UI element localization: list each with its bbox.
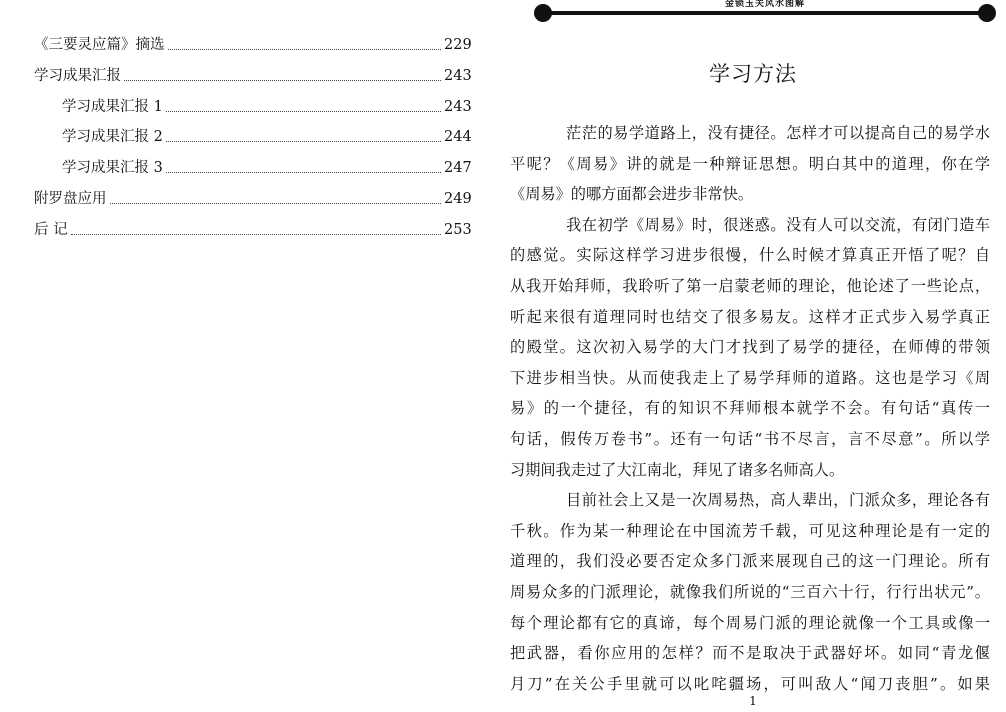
toc-entry-page: 249 — [444, 191, 472, 207]
toc-entry-page: 229 — [444, 37, 472, 53]
toc-entry-page: 244 — [444, 129, 472, 146]
body-line: 把武器，看你应用的怎样？而不是取决于武器好坏。如同“青龙偃 — [510, 644, 990, 663]
toc-entry-title: 学习成果汇报 — [34, 67, 121, 84]
body-line: 道理的，我们没必要否定众多门派来展现自己的这一门理论。所有 — [510, 552, 990, 571]
body-line: 平呢？《周易》讲的就是一种辩证思想。明白其中的道理，你在学 — [510, 154, 990, 173]
toc-entry — [34, 219, 472, 241]
toc-leader-dots — [168, 43, 442, 50]
page-number: 1 — [749, 694, 757, 708]
body-line: 句话，假传万卷书”。还有一句话“书不尽言，言不尽意”。所以学 — [510, 429, 990, 448]
body-line: 目前社会上又是一次周易热，高人辈出，门派众多，理论各有 — [566, 491, 990, 510]
toc-entry-page: 243 — [444, 67, 472, 84]
running-header — [530, 0, 1000, 26]
body-line: 《周易》的哪方面都会进步非常快。 — [510, 185, 753, 204]
toc-entry-page: 243 — [444, 98, 472, 115]
toc-entry-title: 学习成果汇报 3 — [62, 160, 163, 177]
toc-entry — [34, 34, 472, 56]
body-line: 周易众多的门派理论，就像我们所说的“三百六十行，行行出状元”。 — [510, 582, 990, 601]
toc-entry — [62, 157, 472, 179]
article-body — [510, 118, 990, 699]
toc-entry-title: 学习成果汇报 2 — [62, 129, 163, 146]
body-line: 千秋。作为某一种理论在中国流芳千载，可见这种理论是有一定的 — [510, 521, 990, 540]
body-line: 每个理论都有它的真谛，每个周易门派的理论就像一个工具或像一 — [510, 613, 990, 632]
toc-entry-page: 247 — [444, 160, 472, 177]
body-line: 月刀”在关公手里就可以叱咤疆场，可叫敌人“闻刀丧胆”。如果 — [510, 674, 990, 693]
toc-entry — [34, 65, 472, 87]
header-rule — [540, 11, 990, 15]
toc-leader-dots — [166, 105, 441, 112]
body-line: 易》的一个捷径，有的知识不拜师根本就学不会。有句话“真传一 — [510, 399, 990, 418]
toc-entry — [34, 188, 472, 210]
body-line: 从我开始拜师，我聆听了第一启蒙老师的理论，他论述了一些论点， — [510, 276, 990, 295]
body-line: 茫茫的易学道路上，没有捷径。怎样才可以提高自己的易学水 — [566, 124, 990, 142]
body-line: 习期间我走过了大江南北，拜见了诸多名师高人。 — [510, 460, 845, 479]
body-line: 的殿堂。这次初入易学的大门才找到了易学的捷径，在师傅的带领 — [510, 338, 990, 357]
toc-entry — [62, 126, 472, 148]
toc-entry-title: 《三要灵应篇》摘选 — [34, 37, 165, 53]
left-page — [0, 0, 500, 712]
toc-entry-title: 学习成果汇报 1 — [62, 98, 163, 115]
body-line: 的感觉。实际这样学习进步很慢，什么时候才算真正开悟了呢？自 — [510, 246, 990, 265]
body-line: 听起来很有道理同时也结交了很多易友。这样才正式步入易学真正 — [510, 307, 990, 326]
toc-entry-title: 附罗盘应用 — [34, 191, 107, 207]
toc-leader-dots — [124, 74, 441, 81]
header-title: 金锁玉关风水图解 — [724, 0, 805, 9]
body-line: 我在初学《周易》时，很迷惑。没有人可以交流，有闭门造车 — [566, 215, 990, 234]
toc-entry — [62, 96, 472, 118]
right-page — [500, 0, 1006, 712]
toc-entry-page: 253 — [444, 221, 472, 238]
toc-leader-dots — [71, 228, 441, 235]
toc-leader-dots — [166, 135, 441, 142]
toc-leader-dots — [166, 166, 441, 173]
toc-leader-dots — [110, 197, 442, 204]
article-title: 学习方法 — [709, 62, 797, 86]
toc-entry-title: 后 记 — [34, 221, 68, 238]
body-line: 下进步相当快。从而使我走上了易学拜师的道路。这也是学习《周 — [510, 368, 990, 387]
